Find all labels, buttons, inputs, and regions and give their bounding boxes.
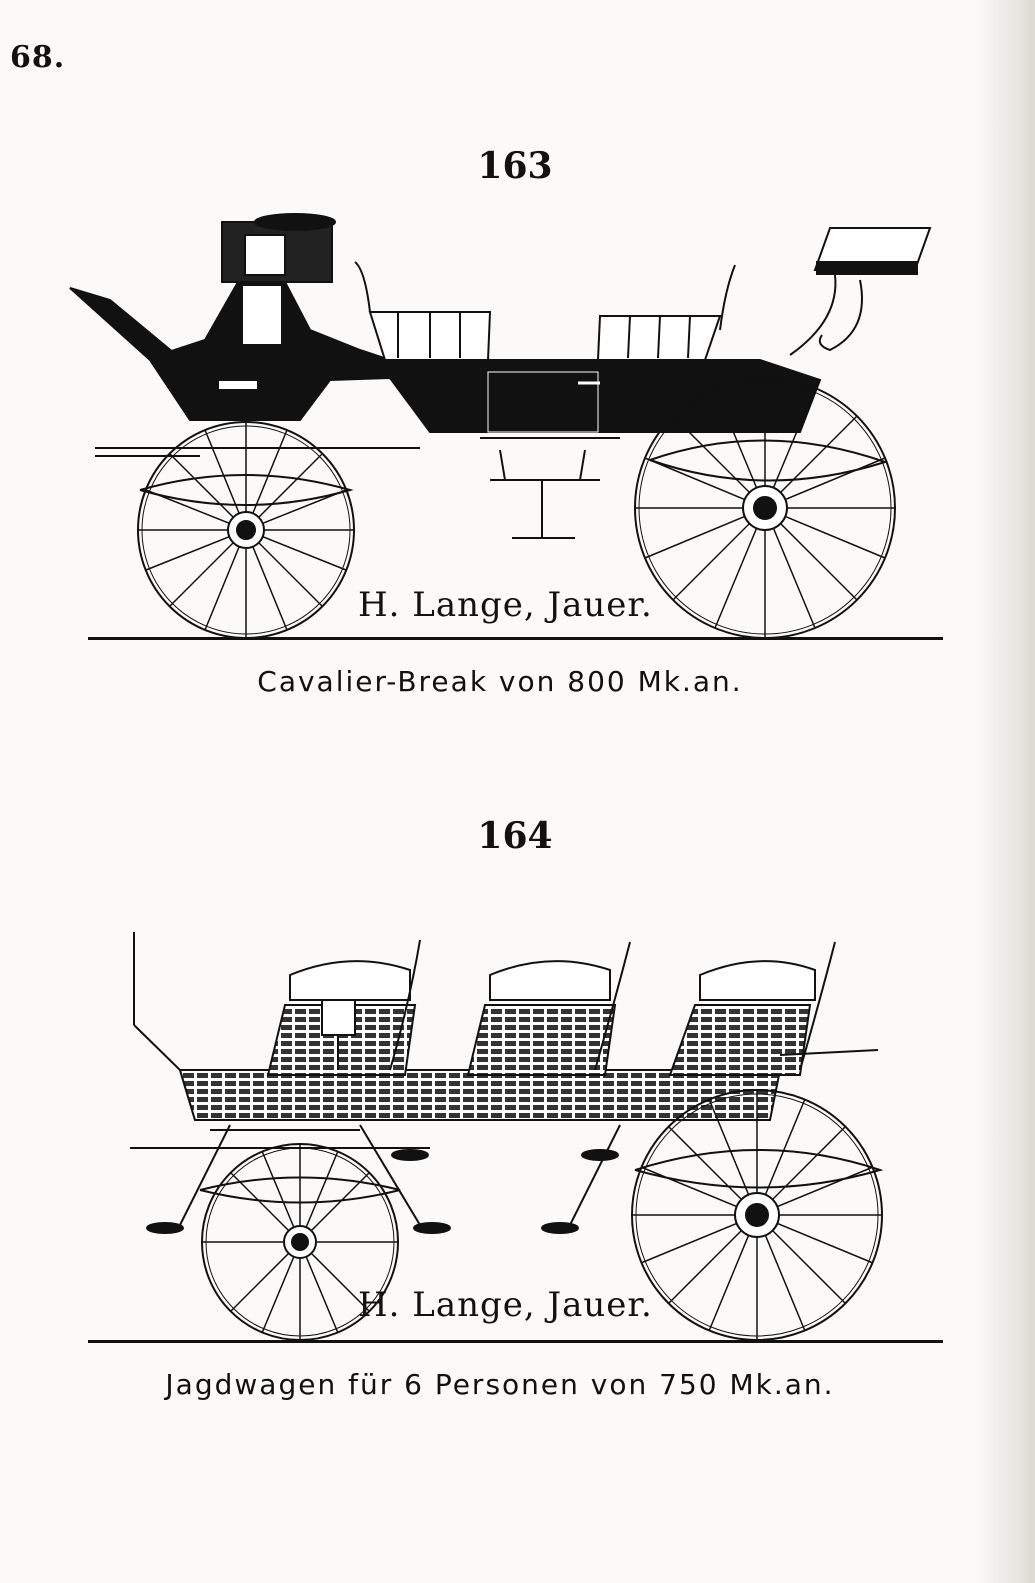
plate-caption: Cavalier-Break von 800 Mk.an. xyxy=(257,665,743,698)
page-number: 68. xyxy=(10,40,66,75)
jagdwagen-illustration xyxy=(60,925,960,1345)
ground-line xyxy=(88,1340,943,1343)
plate-number-164: 164 xyxy=(477,815,553,857)
plate-caption: Jagdwagen für 6 Personen von 750 Mk.an. xyxy=(165,1368,835,1401)
ground-line xyxy=(88,637,943,640)
cavalier-break-illustration xyxy=(60,200,960,650)
maker-signature: H. Lange, Jauer. xyxy=(358,585,653,625)
maker-signature: H. Lange, Jauer. xyxy=(358,1285,653,1325)
page-edge-shadow xyxy=(975,0,1035,1583)
plate-number-163: 163 xyxy=(477,145,553,187)
